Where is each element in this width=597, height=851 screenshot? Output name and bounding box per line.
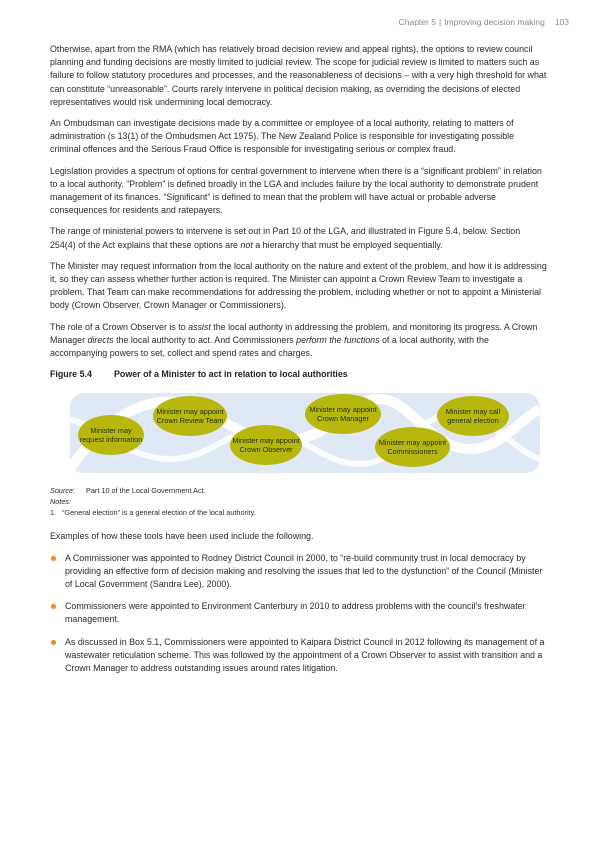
node-crown-review-team: Minister may appoint Crown Review Team [153, 396, 227, 436]
list-item: A Commissioner was appointed to Rodney District Council in 2000, to “re-build community trust in local democracy by providing an effective form of decision making and resolving the issues that led to the dysfunction” of the Council (Minister of Local Government (Sandra Lee), 2000). [50, 552, 547, 592]
figure-title [50, 368, 547, 381]
figure-notes [50, 485, 547, 518]
bullet-icon [51, 640, 56, 645]
header-separator: | [438, 17, 442, 27]
powers-diagram [50, 389, 540, 477]
examples-intro: Examples of how these tools have been used include the following. [50, 531, 314, 542]
chapter-label: Chapter 5 [398, 17, 436, 27]
figure-number: Figure 5.4 [50, 369, 92, 380]
bullet-icon [51, 556, 56, 561]
notes-label: Notes: [50, 497, 72, 507]
page-number: 103 [554, 17, 569, 27]
paragraph-minister-request: The Minister may request information from the local authority on the nature and extent of the problem, and how it is addressing it, so they can assess whether further action is required. The Minister can appoint a Crown Review Team to investigate a problem. That Team can make recommendations for addressing the problem, including whether or not to appoint a Ministerial body (Crown Observer, Crown Manager or Commissioners). [50, 260, 547, 311]
list-item: As discussed in Box 5.1, Commissioners were appointed to Kaipara District Council in 2012 following its management of a wastewater reticulation scheme. This was followed by the appointment of a Crown Observer to assist with transition and a Crown Manager to address outstanding issues around rates litigation. [50, 636, 547, 676]
paragraph-ombudsman: An Ombudsman can investigate decisions made by a committee or employee of a local authority, relating to matters of administration (s 13(1) of the Ombudsmen Act 1975). The New Zealand Police is responsible for investigating possible criminal offences and the Serious Fraud Office is responsible for investigating serious or complex fraud. [50, 118, 515, 155]
page-body [50, 43, 547, 684]
node-general-election: Minister may call general election [437, 396, 509, 436]
examples-list [50, 552, 547, 676]
figure-caption: Power of a Minister to act in relation to local authorities [114, 369, 348, 380]
footnote-1: 1. “General election” is a general election of the local authority. [50, 508, 256, 518]
bullet-icon [51, 604, 56, 609]
node-crown-manager: Minister may appoint Crown Manager [305, 394, 381, 434]
section-label: Improving decision making [444, 17, 545, 27]
running-header [399, 17, 569, 27]
node-commissioners: Minister may appoint Commissioners [375, 427, 450, 467]
paragraph-legislation: Legislation provides a spectrum of options for central government to intervene when there is a “significant problem” in relation to a local authority. “Problem” is defined broadly in the LGA and includes failure by the local authority to demonstrate prudent management of its finances. “Significant” is defined to mean that the problem will have actual or probable adverse consequences for residents and ratepayers. [50, 165, 542, 216]
list-item: Commissioners were appointed to Environment Canterbury in 2010 to address problems with the council’s freshwater management. [50, 600, 547, 626]
paragraph-crown-observer: The role of a Crown Observer is to assist the local authority in addressing the problem, and monitoring its progress. A Crown Manager directs the local authority to act. And Commissioners perform the functions of a local authority, with the accompanying powers to set, collect and spend rates and charges. [50, 321, 538, 359]
paragraph-ministerial-powers: The range of ministerial powers to intervene is set out in Part 10 of the LGA, and illustrated in Figure 5.4, below. Section 254(4) of the Act explains that these options are not a hierarchy that must be employed sequentially. [50, 226, 521, 250]
figure-source: Source: Part 10 of the Local Government Act. [50, 486, 206, 496]
node-request-information: Minister may request information [78, 415, 144, 455]
paragraph-judicial-review: Otherwise, apart from the RMA (which has relatively broad decision review and appeal rights), the options to review council planning and funding decisions are mostly limited to judicial review. The scope for judicial review is limited to matters such as failure to follow statutory procedures and processes, and the reasonableness of decisions – with a very high threshold for what can constitute “unreasonable”. Courts rarely intervene in political decision making, as overriding the decisions of elected representatives would risk undermining local democracy. [50, 44, 547, 107]
node-crown-observer: Minister may appoint Crown Observer [230, 425, 302, 465]
